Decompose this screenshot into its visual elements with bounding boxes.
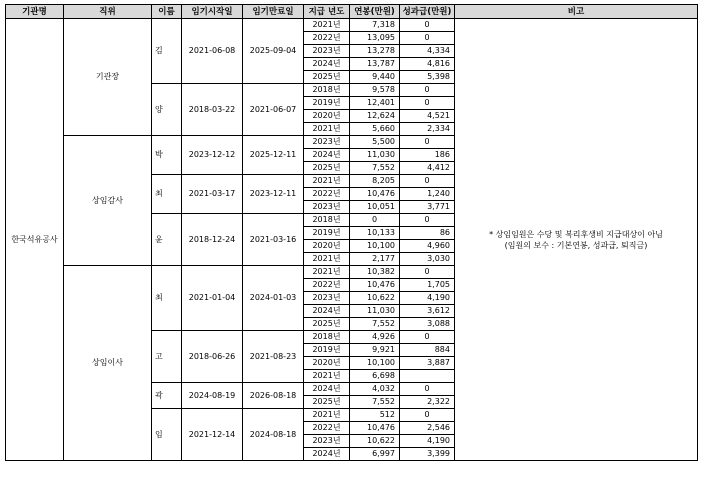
- pay-year-cell: 2021년: [304, 123, 350, 136]
- pay-year-cell: 2018년: [304, 214, 350, 227]
- header-bonus: 성과급(만원): [400, 5, 455, 19]
- bonus-cell: 1,240: [400, 188, 455, 201]
- pay-year-cell: 2024년: [304, 149, 350, 162]
- salary-cell: 10,133: [350, 227, 400, 240]
- bonus-cell: 0: [400, 32, 455, 45]
- bonus-cell: [400, 370, 455, 383]
- header-position: 직위: [64, 5, 152, 19]
- bonus-cell: 0: [400, 19, 455, 32]
- salary-cell: 9,578: [350, 84, 400, 97]
- pay-year-cell: 2020년: [304, 240, 350, 253]
- salary-cell: 13,095: [350, 32, 400, 45]
- pay-year-cell: 2021년: [304, 19, 350, 32]
- person-name-cell: 곽: [152, 383, 182, 409]
- bonus-cell: 0: [400, 136, 455, 149]
- bonus-cell: 1,705: [400, 279, 455, 292]
- position-cell: 상임이사: [64, 266, 152, 461]
- salary-cell: 7,552: [350, 162, 400, 175]
- salary-cell: 10,476: [350, 422, 400, 435]
- term-end-cell: 2023-12-11: [243, 175, 304, 214]
- bonus-cell: 4,412: [400, 162, 455, 175]
- term-end-cell: 2024-08-18: [243, 409, 304, 461]
- remarks-cell: [455, 19, 698, 461]
- pay-year-cell: 2021년: [304, 370, 350, 383]
- pay-year-cell: 2021년: [304, 175, 350, 188]
- pay-year-cell: 2022년: [304, 32, 350, 45]
- salary-cell: 4,032: [350, 383, 400, 396]
- person-name-cell: 최: [152, 175, 182, 214]
- bonus-cell: 2,546: [400, 422, 455, 435]
- term-start-cell: 2023-12-12: [182, 136, 243, 175]
- bonus-cell: 3,399: [400, 448, 455, 461]
- salary-cell: 7,552: [350, 318, 400, 331]
- person-name-cell: 박: [152, 136, 182, 175]
- person-name-cell: 임: [152, 409, 182, 461]
- salary-cell: 10,476: [350, 279, 400, 292]
- salary-cell: 10,622: [350, 292, 400, 305]
- pay-year-cell: 2021년: [304, 253, 350, 266]
- header-remarks: 비고: [455, 5, 698, 19]
- term-start-cell: 2018-03-22: [182, 84, 243, 136]
- term-start-cell: 2018-06-26: [182, 331, 243, 383]
- term-start-cell: 2021-12-14: [182, 409, 243, 461]
- pay-year-cell: 2025년: [304, 318, 350, 331]
- salary-cell: 11,030: [350, 149, 400, 162]
- bonus-cell: 4,521: [400, 110, 455, 123]
- pay-year-cell: 2023년: [304, 45, 350, 58]
- header-pay-year: 지급 년도: [304, 5, 350, 19]
- term-start-cell: 2021-06-08: [182, 19, 243, 84]
- salary-cell: 12,624: [350, 110, 400, 123]
- remarks-line-2: (임원의 보수 : 기본연봉, 성과급, 퇴직금): [504, 240, 648, 250]
- pay-year-cell: 2024년: [304, 448, 350, 461]
- pay-year-cell: 2023년: [304, 201, 350, 214]
- salary-cell: 10,476: [350, 188, 400, 201]
- bonus-cell: 0: [400, 266, 455, 279]
- pay-year-cell: 2018년: [304, 84, 350, 97]
- salary-cell: 4,926: [350, 331, 400, 344]
- term-end-cell: 2021-08-23: [243, 331, 304, 383]
- term-end-cell: 2021-03-16: [243, 214, 304, 266]
- bonus-cell: 3,887: [400, 357, 455, 370]
- bonus-cell: 884: [400, 344, 455, 357]
- header-organization: 기관명: [6, 5, 64, 19]
- bonus-cell: 86: [400, 227, 455, 240]
- bonus-cell: 0: [400, 84, 455, 97]
- bonus-cell: 0: [400, 331, 455, 344]
- salary-cell: 10,100: [350, 240, 400, 253]
- person-name-cell: 김: [152, 19, 182, 84]
- pay-year-cell: 2023년: [304, 136, 350, 149]
- person-name-cell: 최: [152, 266, 182, 331]
- bonus-cell: 5,398: [400, 71, 455, 84]
- salary-cell: 0: [350, 214, 400, 227]
- person-name-cell: 양: [152, 84, 182, 136]
- header-term-end: 임기만료일: [243, 5, 304, 19]
- salary-cell: 8,205: [350, 175, 400, 188]
- remarks-line-1: * 상임임원은 수당 및 복리후생비 지급대상이 아님: [489, 229, 663, 239]
- header-name: 이름: [152, 5, 182, 19]
- header-salary: 연봉(만원): [350, 5, 400, 19]
- pay-year-cell: 2023년: [304, 292, 350, 305]
- salary-cell: 5,660: [350, 123, 400, 136]
- bonus-cell: 2,334: [400, 123, 455, 136]
- term-end-cell: 2025-09-04: [243, 19, 304, 84]
- bonus-cell: 0: [400, 409, 455, 422]
- salary-cell: 13,787: [350, 58, 400, 71]
- salary-cell: 10,382: [350, 266, 400, 279]
- term-start-cell: 2024-08-19: [182, 383, 243, 409]
- pay-year-cell: 2025년: [304, 396, 350, 409]
- salary-cell: 10,100: [350, 357, 400, 370]
- salary-cell: 9,440: [350, 71, 400, 84]
- bonus-cell: 2,322: [400, 396, 455, 409]
- table-body: [6, 19, 698, 461]
- bonus-cell: 4,334: [400, 45, 455, 58]
- bonus-cell: 0: [400, 383, 455, 396]
- position-cell: 기관장: [64, 19, 152, 136]
- salary-cell: 12,401: [350, 97, 400, 110]
- pay-year-cell: 2024년: [304, 58, 350, 71]
- term-start-cell: 2018-12-24: [182, 214, 243, 266]
- executive-salary-table: [5, 4, 698, 461]
- salary-cell: 10,622: [350, 435, 400, 448]
- pay-year-cell: 2019년: [304, 344, 350, 357]
- pay-year-cell: 2021년: [304, 409, 350, 422]
- salary-cell: 2,177: [350, 253, 400, 266]
- pay-year-cell: 2024년: [304, 383, 350, 396]
- pay-year-cell: 2019년: [304, 227, 350, 240]
- pay-year-cell: 2022년: [304, 422, 350, 435]
- pay-year-cell: 2023년: [304, 435, 350, 448]
- bonus-cell: 4,816: [400, 58, 455, 71]
- position-cell: 상임감사: [64, 136, 152, 266]
- term-end-cell: 2026-08-18: [243, 383, 304, 409]
- pay-year-cell: 2021년: [304, 266, 350, 279]
- pay-year-cell: 2019년: [304, 97, 350, 110]
- term-end-cell: 2025-12-11: [243, 136, 304, 175]
- bonus-cell: 0: [400, 175, 455, 188]
- pay-year-cell: 2024년: [304, 305, 350, 318]
- salary-cell: 13,278: [350, 45, 400, 58]
- bonus-cell: 4,960: [400, 240, 455, 253]
- term-start-cell: 2021-01-04: [182, 266, 243, 331]
- salary-cell: 9,921: [350, 344, 400, 357]
- header-row: [6, 5, 698, 19]
- bonus-cell: 0: [400, 97, 455, 110]
- bonus-cell: 0: [400, 214, 455, 227]
- salary-cell: 10,051: [350, 201, 400, 214]
- pay-year-cell: 2020년: [304, 110, 350, 123]
- salary-table-wrapper: [5, 4, 698, 461]
- salary-cell: 6,997: [350, 448, 400, 461]
- bonus-cell: 3,612: [400, 305, 455, 318]
- pay-year-cell: 2022년: [304, 188, 350, 201]
- salary-cell: 11,030: [350, 305, 400, 318]
- person-name-cell: 고: [152, 331, 182, 383]
- bonus-cell: 3,030: [400, 253, 455, 266]
- table-row: [6, 19, 698, 32]
- salary-cell: 6,698: [350, 370, 400, 383]
- salary-cell: 7,318: [350, 19, 400, 32]
- bonus-cell: 3,088: [400, 318, 455, 331]
- salary-cell: 5,500: [350, 136, 400, 149]
- header-term-start: 임기시작일: [182, 5, 243, 19]
- salary-cell: 512: [350, 409, 400, 422]
- pay-year-cell: 2020년: [304, 357, 350, 370]
- pay-year-cell: 2025년: [304, 71, 350, 84]
- bonus-cell: 4,190: [400, 435, 455, 448]
- bonus-cell: 186: [400, 149, 455, 162]
- term-start-cell: 2021-03-17: [182, 175, 243, 214]
- organization-cell: 한국석유공사: [6, 19, 64, 461]
- pay-year-cell: 2025년: [304, 162, 350, 175]
- person-name-cell: 윤: [152, 214, 182, 266]
- pay-year-cell: 2018년: [304, 331, 350, 344]
- salary-cell: 7,552: [350, 396, 400, 409]
- bonus-cell: 4,190: [400, 292, 455, 305]
- bonus-cell: 3,771: [400, 201, 455, 214]
- term-end-cell: 2021-06-07: [243, 84, 304, 136]
- term-end-cell: 2024-01-03: [243, 266, 304, 331]
- pay-year-cell: 2022년: [304, 279, 350, 292]
